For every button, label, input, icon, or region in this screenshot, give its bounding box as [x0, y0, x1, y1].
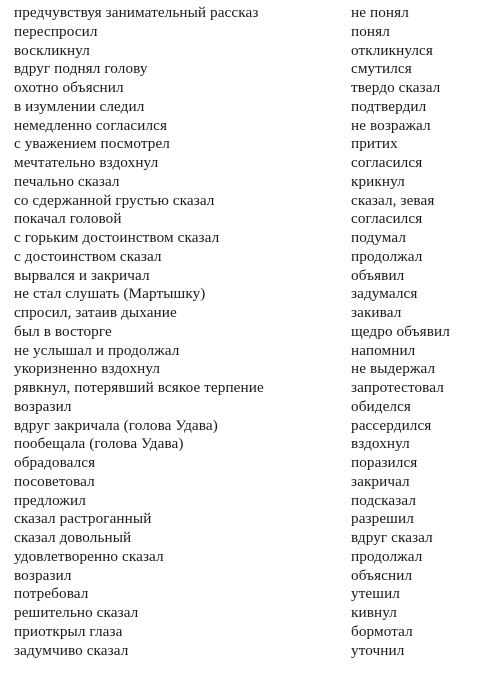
- list-item: согласился: [351, 154, 423, 171]
- list-item: разрешил: [351, 510, 414, 528]
- left-word-column: [14, 4, 344, 660]
- list-item: задумчиво сказал: [14, 641, 129, 659]
- list-item: вдруг сказал: [351, 529, 433, 546]
- list-item: запротестовал: [351, 379, 444, 396]
- list-item: немедленно согласился: [14, 116, 168, 134]
- list-item: укоризненно вздохнул: [14, 360, 161, 378]
- list-item: откликнулся: [351, 41, 433, 59]
- list-item: объяснил: [351, 566, 413, 584]
- list-item: не понял: [351, 4, 409, 21]
- list-item: сказал довольный: [14, 529, 132, 546]
- list-item: покачал головой: [14, 210, 122, 228]
- list-item: с достоинством сказал: [14, 247, 162, 265]
- list-item: объявил: [351, 266, 405, 284]
- list-item: подтвердил: [351, 97, 427, 115]
- list-item: потребовал: [14, 585, 89, 603]
- list-item: уточнил: [351, 641, 405, 659]
- list-item: был в восторге: [14, 322, 112, 340]
- list-item: удовлетворенно сказал: [14, 547, 164, 565]
- list-item: сказал, зевая: [351, 191, 435, 209]
- list-item: крикнул: [351, 172, 405, 190]
- list-item: подсказал: [351, 491, 416, 509]
- list-item: с уважением посмотрел: [14, 135, 170, 153]
- list-item: переспросил: [14, 22, 98, 40]
- list-item: твердо сказал: [351, 79, 441, 96]
- list-item: рявкнул, потерявший всякое терпение: [14, 379, 264, 396]
- list-item: щедро объявил: [351, 322, 450, 340]
- list-item: закивал: [351, 304, 402, 321]
- list-item: обрадовался: [14, 454, 96, 471]
- list-item: обиделся: [351, 397, 412, 415]
- list-item: в изумлении следил: [14, 97, 145, 115]
- list-item: приоткрыл глаза: [14, 622, 123, 640]
- list-item: закричал: [351, 472, 410, 490]
- list-item: пообещала (голова Удава): [14, 435, 184, 453]
- list-item: воскликнул: [14, 41, 90, 59]
- list-item: предчувствуя занимательный рассказ: [14, 4, 259, 21]
- list-item: возразил: [14, 566, 72, 584]
- list-item: охотно объяснил: [14, 79, 124, 96]
- list-item: вырвался и закричал: [14, 266, 150, 284]
- list-item: задумался: [351, 285, 418, 303]
- list-item: предложил: [14, 491, 86, 509]
- list-item: мечтательно вздохнул: [14, 154, 159, 171]
- list-item: решительно сказал: [14, 604, 139, 621]
- list-item: подумал: [351, 229, 407, 246]
- list-item: бормотал: [351, 622, 413, 640]
- list-item: продолжал: [351, 247, 423, 265]
- list-item: не стал слушать (Мартышку): [14, 285, 206, 303]
- list-item: со сдержанной грустью сказал: [14, 191, 215, 209]
- list-item: не услышал и продолжал: [14, 341, 180, 359]
- list-item: притих: [351, 135, 398, 153]
- list-item: рассердился: [351, 416, 432, 434]
- list-item: кивнул: [351, 604, 397, 621]
- list-item: возразил: [14, 397, 72, 415]
- list-item: вдруг закричала (голова Удава): [14, 416, 218, 434]
- list-item: посоветовал: [14, 472, 95, 490]
- list-item: продолжал: [351, 547, 423, 565]
- list-item: сказал растроганный: [14, 510, 152, 528]
- list-item: смутился: [351, 60, 412, 78]
- list-item: спросил, затаив дыхание: [14, 304, 177, 321]
- list-item: поразился: [351, 454, 418, 471]
- list-item: согласился: [351, 210, 423, 228]
- list-item: не возражал: [351, 116, 431, 134]
- list-item: напомнил: [351, 341, 416, 359]
- right-word-column: [351, 4, 486, 660]
- list-item: понял: [351, 22, 390, 40]
- list-item: не выдержал: [351, 360, 436, 378]
- list-item: печально сказал: [14, 172, 120, 190]
- list-item: вздохнул: [351, 435, 410, 453]
- list-item: с горьким достоинством сказал: [14, 229, 220, 246]
- list-item: утешил: [351, 585, 400, 603]
- list-item: вдруг поднял голову: [14, 60, 148, 78]
